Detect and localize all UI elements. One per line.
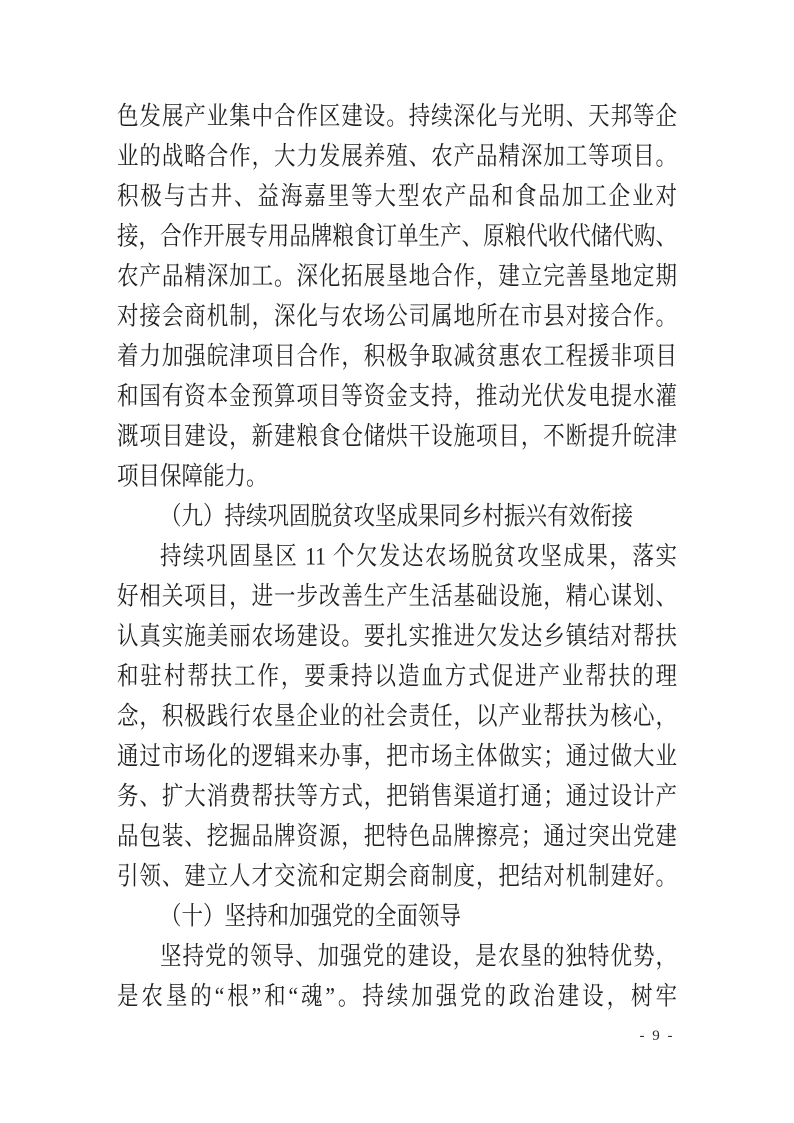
body-line: 品包装、挖掘品牌资源，把特色品牌擦亮；通过突出党建 bbox=[117, 821, 677, 851]
body-line: 认真实施美丽农场建设。要扎实推进欠发达乡镇结对帮扶 bbox=[117, 621, 677, 651]
body-line: 务、扩大消费帮扶等方式，把销售渠道打通；通过设计产 bbox=[117, 781, 677, 811]
body-line: 项目保障能力。 bbox=[117, 461, 268, 491]
section-heading-10: （十）坚持和加强党的全面领导 bbox=[160, 901, 462, 931]
body-line: 农产品精深加工。深化拓展垦地合作，建立完善垦地定期 bbox=[117, 261, 677, 291]
body-line: 通过市场化的逻辑来办事，把市场主体做实；通过做大业 bbox=[117, 741, 677, 771]
section-heading-9: （九）持续巩固脱贫攻坚成果同乡村振兴有效衔接 bbox=[160, 501, 634, 531]
body-line: 好相关项目，进一步改善生产生活基础设施，精心谋划、 bbox=[117, 581, 677, 611]
body-line: 色发展产业集中合作区建设。持续深化与光明、天邦等企 bbox=[117, 101, 677, 131]
body-line: 念，积极践行农垦企业的社会责任，以产业帮扶为核心， bbox=[117, 701, 677, 731]
body-line: 接，合作开展专用品牌粮食订单生产、原粮代收代储代购、 bbox=[117, 221, 677, 251]
body-line: 持续巩固垦区 11 个欠发达农场脱贫攻坚成果，落实 bbox=[160, 541, 677, 571]
body-line: 着力加强皖津项目合作，积极争取减贫惠农工程援非项目 bbox=[117, 341, 677, 371]
body-line: 对接会商机制，深化与农场公司属地所在市县对接合作。 bbox=[117, 301, 677, 331]
body-line: 和驻村帮扶工作，要秉持以造血方式促进产业帮扶的理 bbox=[117, 661, 677, 691]
body-line: 和国有资本金预算项目等资金支持，推动光伏发电提水灌 bbox=[117, 381, 677, 411]
body-line: 积极与古井、益海嘉里等大型农产品和食品加工企业对 bbox=[117, 181, 677, 211]
body-line: 溉项目建设，新建粮食仓储烘干设施项目，不断提升皖津 bbox=[117, 421, 677, 451]
body-line: 引领、建立人才交流和定期会商制度，把结对机制建好。 bbox=[117, 861, 677, 891]
body-line: 业的战略合作，大力发展养殖、农产品精深加工等项目。 bbox=[117, 141, 677, 171]
page-number: - 9 - bbox=[639, 1028, 675, 1044]
body-line: 坚持党的领导、加强党的建设，是农垦的独特优势， bbox=[160, 941, 677, 971]
document-text-block bbox=[117, 96, 677, 1016]
body-line: 是农垦的“根”和“魂”。持续加强党的政治建设，树牢 bbox=[117, 981, 677, 1011]
